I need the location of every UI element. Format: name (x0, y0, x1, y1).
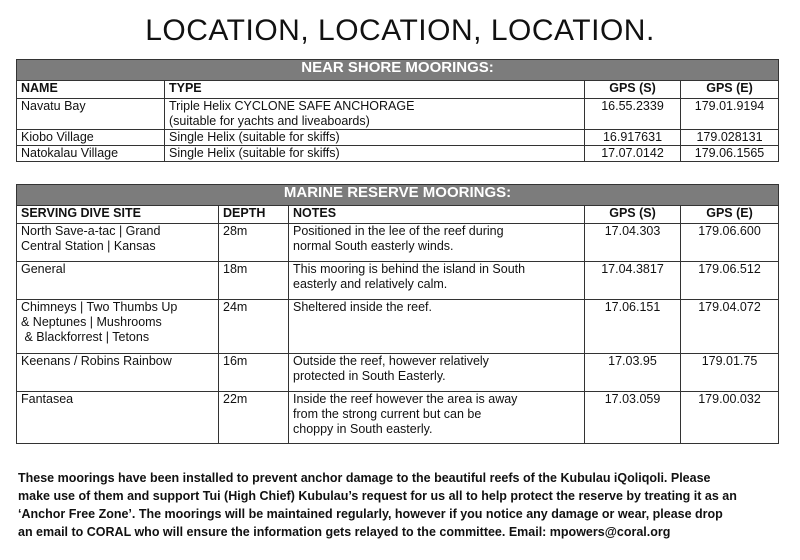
cell-notes: Sheltered inside the reef. (289, 300, 585, 354)
col-gps-e: GPS (E) (681, 206, 779, 224)
cell-gps-e: 179.028131 (681, 130, 779, 146)
cell-type (165, 99, 585, 130)
cell-gps-s: 17.04.3817 (585, 262, 681, 300)
cell-depth: 22m (219, 392, 289, 444)
cell-gps-s: 17.03.059 (585, 392, 681, 444)
footer-line: an email to CORAL who will ensure the information gets relayed to the committee. Email: mpowers@coral.org (18, 525, 671, 539)
cell-gps-s: 17.07.0142 (585, 146, 681, 162)
cell-gps-s: 16.917631 (585, 130, 681, 146)
cell-name: Natokalau Village (17, 146, 165, 162)
type-line: (suitable for yachts and liveaboards) (169, 114, 370, 128)
col-name: NAME (17, 81, 165, 99)
type-line: Triple Helix CYCLONE SAFE ANCHORAGE (169, 99, 415, 113)
notes-line: protected in South Easterly. (293, 369, 446, 383)
cell-type: Single Helix (suitable for skiffs) (165, 146, 585, 162)
footer-line: ‘Anchor Free Zone’. The moorings will be maintained regularly, however if you notice any damage or wear, please drop (18, 507, 723, 521)
cell-notes (289, 392, 585, 444)
near-shore-heading: NEAR SHORE MOORINGS: (17, 60, 779, 81)
notes-line: from the strong current but can be (293, 407, 482, 421)
col-depth: DEPTH (219, 206, 289, 224)
cell-notes (289, 262, 585, 300)
table-row (17, 224, 779, 262)
cell-gps-e: 179.01.75 (681, 354, 779, 392)
site-line: Central Station | Kansas (21, 239, 156, 253)
footer-note (18, 469, 788, 541)
cell-gps-s: 17.04.303 (585, 224, 681, 262)
footer-line: make use of them and support Tui (High Chief) Kubulau’s request for us all to help protect the reserve by treating it as an (18, 489, 737, 503)
col-notes: NOTES (289, 206, 585, 224)
cell-gps-s: 17.06.151 (585, 300, 681, 354)
page-title: LOCATION, LOCATION, LOCATION. (145, 14, 655, 47)
notes-line: Outside the reef, however relatively (293, 354, 489, 368)
site-line: & Blackforrest | Tetons (21, 330, 150, 344)
site-line: Chimneys | Two Thumbs Up (21, 300, 178, 314)
cell-gps-s: 17.03.95 (585, 354, 681, 392)
notes-line: Positioned in the lee of the reef during (293, 224, 504, 238)
table-row (17, 99, 779, 130)
notes-line: choppy in South easterly. (293, 422, 433, 436)
cell-gps-s: 16.55.2339 (585, 99, 681, 130)
table-row (17, 130, 779, 146)
col-gps-s: GPS (S) (585, 206, 681, 224)
table-row (17, 354, 779, 392)
cell-type: Single Helix (suitable for skiffs) (165, 130, 585, 146)
cell-gps-e: 179.04.072 (681, 300, 779, 354)
table-row (17, 392, 779, 444)
cell-site: General (17, 262, 219, 300)
cell-name: Navatu Bay (17, 99, 165, 130)
col-gps-e: GPS (E) (681, 81, 779, 99)
cell-depth: 24m (219, 300, 289, 354)
col-type: TYPE (165, 81, 585, 99)
notes-line: This mooring is behind the island in South (293, 262, 526, 276)
cell-notes (289, 354, 585, 392)
cell-site: Keenans / Robins Rainbow (17, 354, 219, 392)
near-shore-table (16, 59, 779, 162)
marine-reserve-table (16, 184, 779, 444)
cell-depth: 28m (219, 224, 289, 262)
col-site: SERVING DIVE SITE (17, 206, 219, 224)
cell-depth: 16m (219, 354, 289, 392)
notes-line: Inside the reef however the area is away (293, 392, 518, 406)
cell-gps-e: 179.06.600 (681, 224, 779, 262)
table-row (17, 262, 779, 300)
notes-line: easterly and relatively calm. (293, 277, 448, 291)
cell-site (17, 224, 219, 262)
footer-line: These moorings have been installed to prevent anchor damage to the beautiful reefs of the Kubulau iQoliqoli. Please (18, 471, 711, 485)
cell-gps-e: 179.06.1565 (681, 146, 779, 162)
site-line: & Neptunes | Mushrooms (21, 315, 162, 329)
col-gps-s: GPS (S) (585, 81, 681, 99)
marine-reserve-heading: MARINE RESERVE MOORINGS: (17, 185, 779, 206)
cell-site: Fantasea (17, 392, 219, 444)
table-row (17, 146, 779, 162)
table-row (17, 300, 779, 354)
cell-depth: 18m (219, 262, 289, 300)
cell-gps-e: 179.01.9194 (681, 99, 779, 130)
cell-gps-e: 179.06.512 (681, 262, 779, 300)
site-line: North Save-a-tac | Grand (21, 224, 161, 238)
cell-site (17, 300, 219, 354)
cell-name: Kiobo Village (17, 130, 165, 146)
cell-gps-e: 179.00.032 (681, 392, 779, 444)
notes-line: normal South easterly winds. (293, 239, 454, 253)
cell-notes (289, 224, 585, 262)
